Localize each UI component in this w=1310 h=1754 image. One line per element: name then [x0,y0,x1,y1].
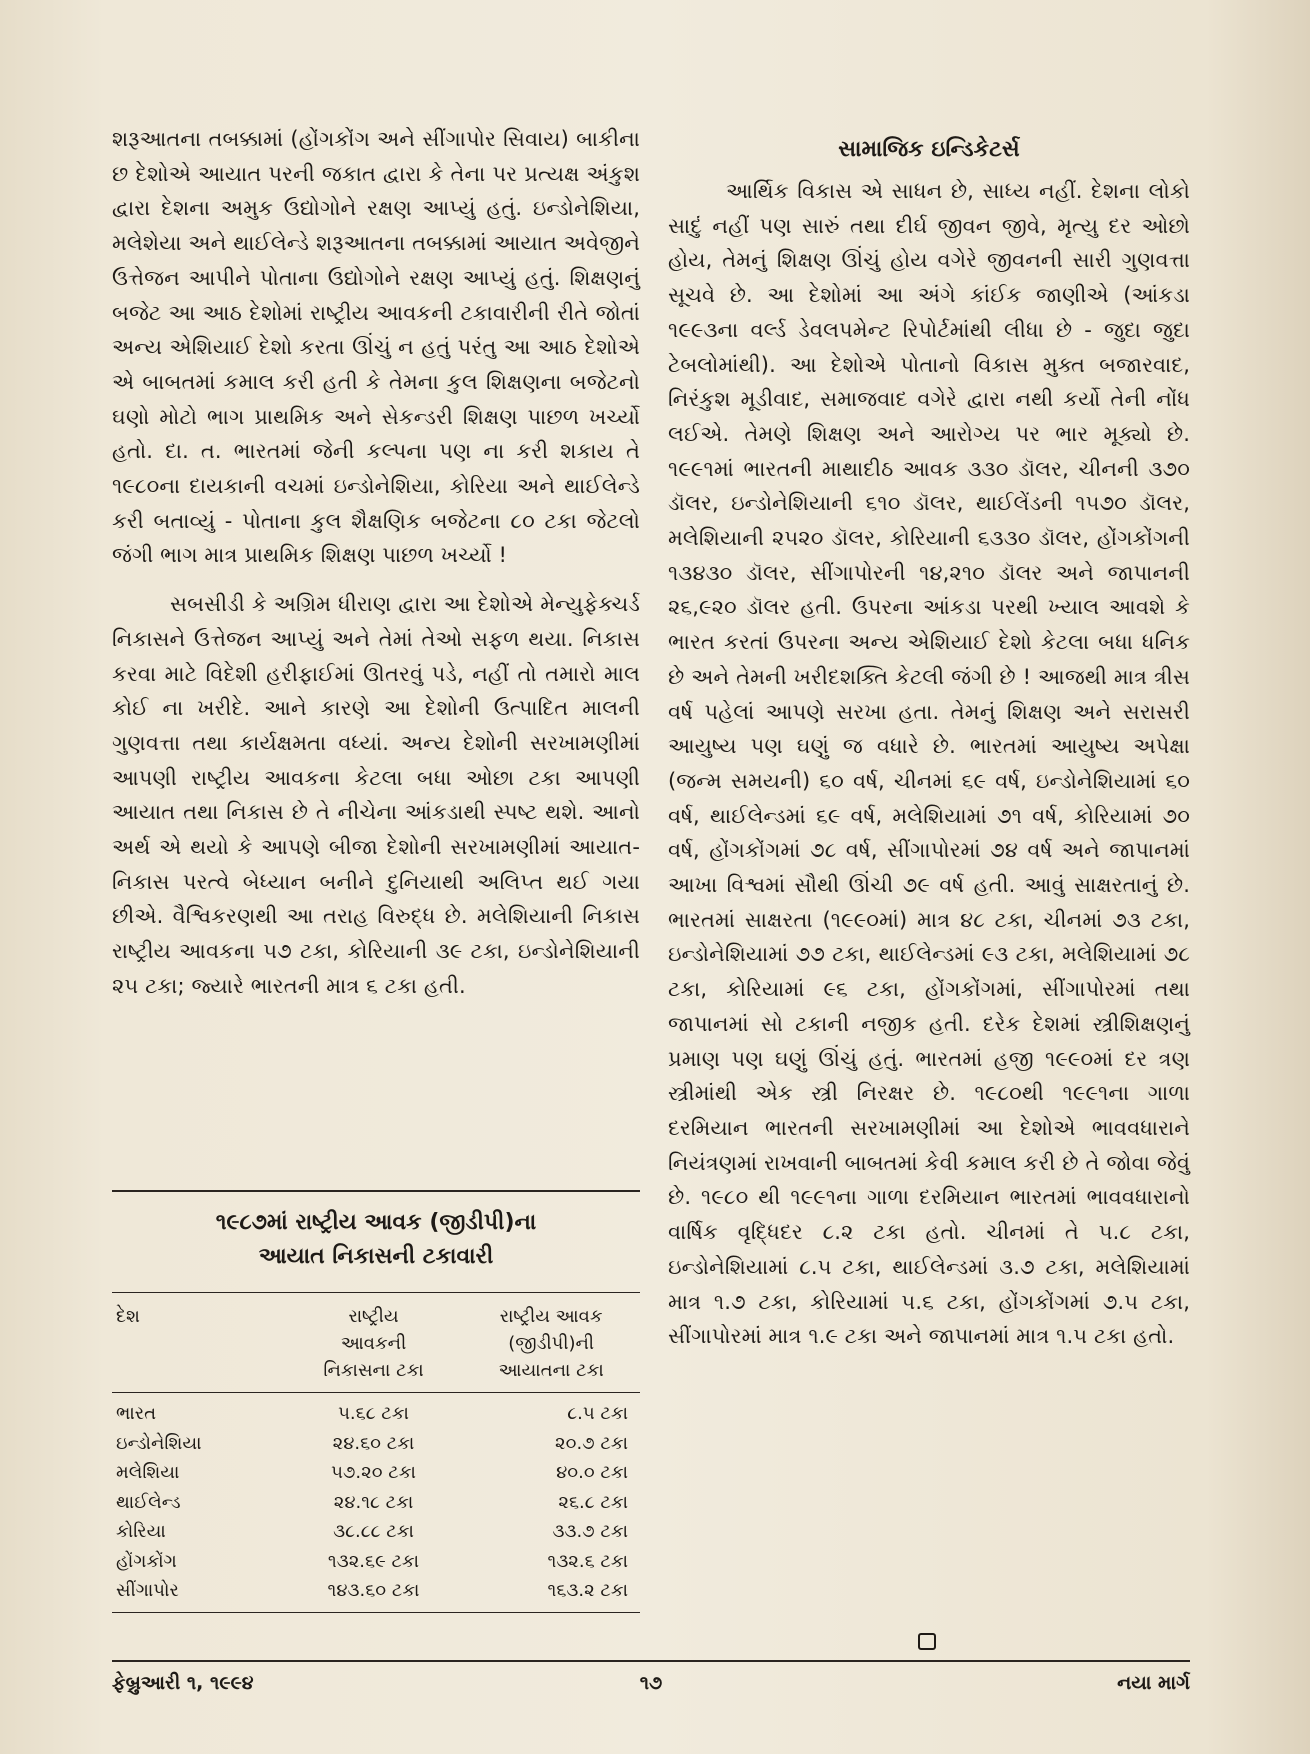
page-footer [112,1666,1190,1700]
footer-publication: નયા માર્ગ [1117,1672,1190,1694]
cell-export: ૫૭.૨૦ ટકા [331,1462,416,1483]
left-paragraph-1: શરૂઆતના તબક્કામાં (હોંગકોંગ અને સીંગાપોર સિવાય) બાકીના છ દેશોએ આયાત પરની જકાત દ્વારા કે તેના પર પ્રત્યક્ષ અંકુશ દ્વારા દેશના અમુક ઉદ્યોગોને રક્ષણ આપ્યું હતું. ઇન્ડોનેશિયા, મલેશેયા અને થાઈલેન્ડે શરૂઆતના તબક્કામાં આયાત અવેજીને ઉત્તેજન આપીને પોતાના ઉદ્યોગોને રક્ષણ આપ્યું હતું. શિક્ષણનું બજેટ આ આઠ દેશોમાં રાષ્ટ્રીય આવકની ટકાવારીની રીતે જોતાં અન્ય એશિયાઈ દેશો કરતા ઊંચું ન હતું પરંતુ આ આઠ દેશોએ એ બાબતમાં કમાલ કરી હતી કે તેમના કુલ શિક્ષણના બજેટનો ઘણો મોટો ભાગ પ્રાથમિક અને સેકન્ડરી શિક્ષણ પાછળ ખર્ચ્યો હતો. દા. ત. ભારતમાં જેની કલ્પના પણ ના કરી શકાય તે ૧૯૮૦ના દાયકાની વચમાં ઇન્ડોનેશિયા, કોરિયા અને થાઈલેન્ડે કરી બતાવ્યું - પોતાના કુલ શૈક્ષણિક બજેટના ૮૦ ટકા જેટલો જંગી ભાગ માત્ર પ્રાથમિક શિક્ષણ પાછળ ખર્ચ્યો ! [112,127,640,568]
table-row [112,1399,640,1429]
header-import-line-1: રાષ્ટ્રીય આવક [499,1306,603,1327]
header-import-line-3: આયાતના ટકા [498,1360,604,1381]
cell-country: સીંગાપોર [116,1580,179,1601]
cell-export: ૩૮.૮૮ ટકા [333,1521,414,1542]
table-row [112,1576,640,1606]
left-paragraph-2: સબસીડી કે અગ્રિમ ધીરાણ દ્વારા આ દેશોએ મેન્યુફેક્ચર્ડ નિકાસને ઉત્તેજન આપ્યું અને તેમાં તેઓ સફળ થયા. નિકાસ કરવા માટે વિદેશી હરીફાઈમાં ઊતરવું પડે, નહીં તો તમારો માલ કોઈ ના ખરીદે. આને કારણે આ દેશોની ઉત્પાદિત માલની ગુણવત્તા તથા કાર્યક્ષમતા વધ્યાં. અન્ય દેશોની સરખામણીમાં આપણી રાષ્ટ્રીય આવકના કેટલા બધા ઓછા ટકા આપણી આયાત તથા નિકાસ છે તે નીચેના આંકડાથી સ્પષ્ટ થશે. આનો અર્થ એ થયો કે આપણે બીજા દેશોની સરખામણીમાં આયાત-નિકાસ પરત્વે બેધ્યાન બનીને દુનિયાથી અલિપ્ત થઈ ગયા છીએ. વૈશ્વિકરણથી આ તરાહ વિરુદ્ધ છે. મલેશિયાની નિકાસ રાષ્ટ્રીય આવકના ૫૭ ટકા, કોરિયાની ૩૯ ટકા, ઇન્ડોનેશિયાની ૨૫ ટકા; જ્યારે ભારતની માત્ર ૬ ટકા હતી. [112,592,640,998]
cell-country: થાઈલેન્ડ [116,1491,181,1513]
end-of-article-icon [918,1633,936,1650]
cell-export: ૧૩૨.૬૯ ટકા [327,1550,420,1572]
cell-country: હોંગકોંગ [116,1550,177,1572]
cell-import: ૪૦.૦ ટકા [556,1462,628,1483]
table-row [112,1517,640,1547]
cell-export: ૧૪૩.૬૦ ટકા [327,1580,420,1601]
header-country: દેશ [116,1306,140,1327]
table-title-line-1: ૧૯૮૭માં રાષ્ટ્રીય આવક (જીડીપી)ના [215,1210,537,1235]
cell-import: ૨૬.૮ ટકા [558,1491,628,1513]
table-header [112,1292,640,1393]
cell-country: કોરિયા [116,1521,166,1542]
cell-import: ૮.૫ ટકા [567,1403,628,1424]
cell-export: ૫.૬૮ ટકા [338,1403,409,1424]
header-import [462,1303,640,1384]
table-title-line-2: આયાત નિકાસની ટકાવારી [258,1244,494,1269]
cell-import: ૨૦.૭ ટકા [555,1432,628,1454]
cell-import: ૧૬૩.૨ ટકા [547,1580,628,1601]
header-import-line-2: (જીડીપી)ની [508,1333,595,1354]
cell-export: ૨૪.૬૦ ટકા [332,1432,415,1454]
cell-import: ૩૩.૭ ટકા [552,1521,628,1542]
header-export [285,1303,463,1384]
table-body [112,1393,640,1613]
table-top-rule [112,1190,640,1192]
footer-rule [112,1660,1190,1662]
table-row [112,1429,640,1459]
cell-country: ઇન્ડોનેશિયા [116,1432,202,1454]
left-column [112,122,640,1004]
header-export-line-2: આવકની [340,1333,407,1354]
right-column [668,130,1190,1354]
trade-table [112,1190,640,1613]
cell-export: ૨૪.૧૮ ટકા [333,1491,414,1513]
footer-page-number: ૧૭ [639,1672,663,1694]
right-paragraph: આર્થિક વિકાસ એ સાધન છે, સાધ્ય નહીં. દેશના લોકો સાદું નહીં પણ સારું તથા દીર્ઘ જીવન જીવે, મૃત્યુ દર ઓછો હોય, તેમનું શિક્ષણ ઊંચું હોય વગેરે જીવનની સારી ગુણવત્તા સૂચવે છે. આ દેશોમાં આ અંગે કાંઈક જાણીએ (આંકડા ૧૯૯૩ના વર્લ્ડ ડેવલપમેન્ટ રિપોર્ટમાંથી લીધા છે - જુદા જુદા ટેબલોમાંથી). આ દેશોએ પોતાનો વિકાસ મુક્ત બજારવાદ, નિરંકુશ મૂડીવાદ, સમાજવાદ વગેરે દ્વારા નથી કર્યો તેની નોંધ લઈએ. તેમણે શિક્ષણ અને આરોગ્ય પર ભાર મૂક્યો છે. ૧૯૯૧માં ભારતની માથાદીઠ આવક ૩૩૦ ડૉલર, ચીનની ૩૭૦ ડૉલર, ઇન્ડોનેશિયાની ૬૧૦ ડૉલર, થાઈલેંડની ૧૫૭૦ ડૉલર, મલેશિયાની ૨૫૨૦ ડૉલર, કોરિયાની ૬૩૩૦ ડૉલર, હોંગકોંગની ૧૩૪૩૦ ડૉલર, સીંગાપોરની ૧૪,૨૧૦ ડૉલર અને જાપાનની ૨૬,૯૨૦ ડૉલર હતી. ઉપરના આંકડા પરથી ખ્યાલ આવશે કે ભારત કરતાં ઉપરના અન્ય એશિયાઈ દેશો કેટલા બધા ધનિક છે અને તેમની ખરીદશક્તિ કેટલી જંગી છે ! આજથી માત્ર ત્રીસ વર્ષ પહેલાં આપણે સરખા હતા. તેમનું શિક્ષણ અને સરાસરી આયુષ્ય પણ ઘણું જ વધારે છે. ભારતમાં આયુષ્ય અપેક્ષા (જન્મ સમયની) ૬૦ વર્ષ, ચીનમાં ૬૯ વર્ષ, ઇન્ડોનેશિયામાં ૬૦ વર્ષ, થાઈલેન્ડમાં ૬૯ વર્ષ, મલેશિયામાં ૭૧ વર્ષ, કોરિયામાં ૭૦ વર્ષ, હોંગકોંગમાં ૭૮ વર્ષ, સીંગાપોરમાં ૭૪ વર્ષ અને જાપાનમાં આખા વિશ્વમાં સૌથી ઊંચી ૭૯ વર્ષ હતી. આવું સાક્ષરતાનું છે. ભારતમાં સાક્ષરતા (૧૯૯૦માં) માત્ર ૪૮ ટકા, ચીનમાં ૭૩ ટકા, ઇન્ડોનેશિયામાં ૭૭ ટકા, થાઈલેન્ડમાં ૯૩ ટકા, મલેશિયામાં ૭૮ ટકા, કોરિયામાં ૯૬ ટકા, હોંગકોંગમાં, સીંગાપોરમાં તથા જાપાનમાં સો ટકાની નજીક હતી. દરેક દેશમાં સ્ત્રીશિક્ષણનું પ્રમાણ પણ ઘણું ઊંચું હતું. ભારતમાં હજી ૧૯૯૦માં દર ત્રણ સ્ત્રીમાંથી એક સ્ત્રી નિરક્ષર છે. ૧૯૮૦થી ૧૯૯૧ના ગાળા દરમિયાન ભારતની સરખામણીમાં આ દેશોએ ભાવવધારાને નિયંત્રણમાં રાખવાની બાબતમાં કેવી કમાલ કરી છે તે જોવા જેવું છે. ૧૯૮૦ થી ૧૯૯૧ના ગાળા દરમિયાન ભારતમાં ભાવવધારાનો વાર્ષિક વૃદ્ધિદર ૮.૨ ટકા હતો. ચીનમાં તે ૫.૮ ટકા, ઇન્ડોનેશિયામાં ૮.૫ ટકા, થાઈલેન્ડમાં ૩.૭ ટકા, મલેશિયામાં માત્ર ૧.૭ ટકા, કોરિયામાં ૫.૬ ટકા, હોંગકોંગમાં ૭.૫ ટકા, સીંગાપોરમાં માત્ર ૧.૯ ટકા અને જાપાનમાં માત્ર ૧.૫ ટકા હતો. [668,179,1190,1349]
cell-country: ભારત [116,1403,157,1424]
footer-date: ફેબ્રુઆરી ૧, ૧૯૯૪ [112,1672,254,1694]
table-row [112,1458,640,1488]
cell-country: મલેશિયા [116,1462,180,1483]
header-export-line-3: નિકાસના ટકા [323,1360,424,1381]
table-title [112,1206,640,1274]
header-export-line-1: રાષ્ટ્રીય [348,1306,399,1327]
table-row [112,1547,640,1577]
table-row [112,1488,640,1518]
section-heading: સામાજિક ઇન્ડિકેટર્સ [838,137,1020,162]
cell-import: ૧૩૨.૬ ટકા [547,1550,628,1572]
